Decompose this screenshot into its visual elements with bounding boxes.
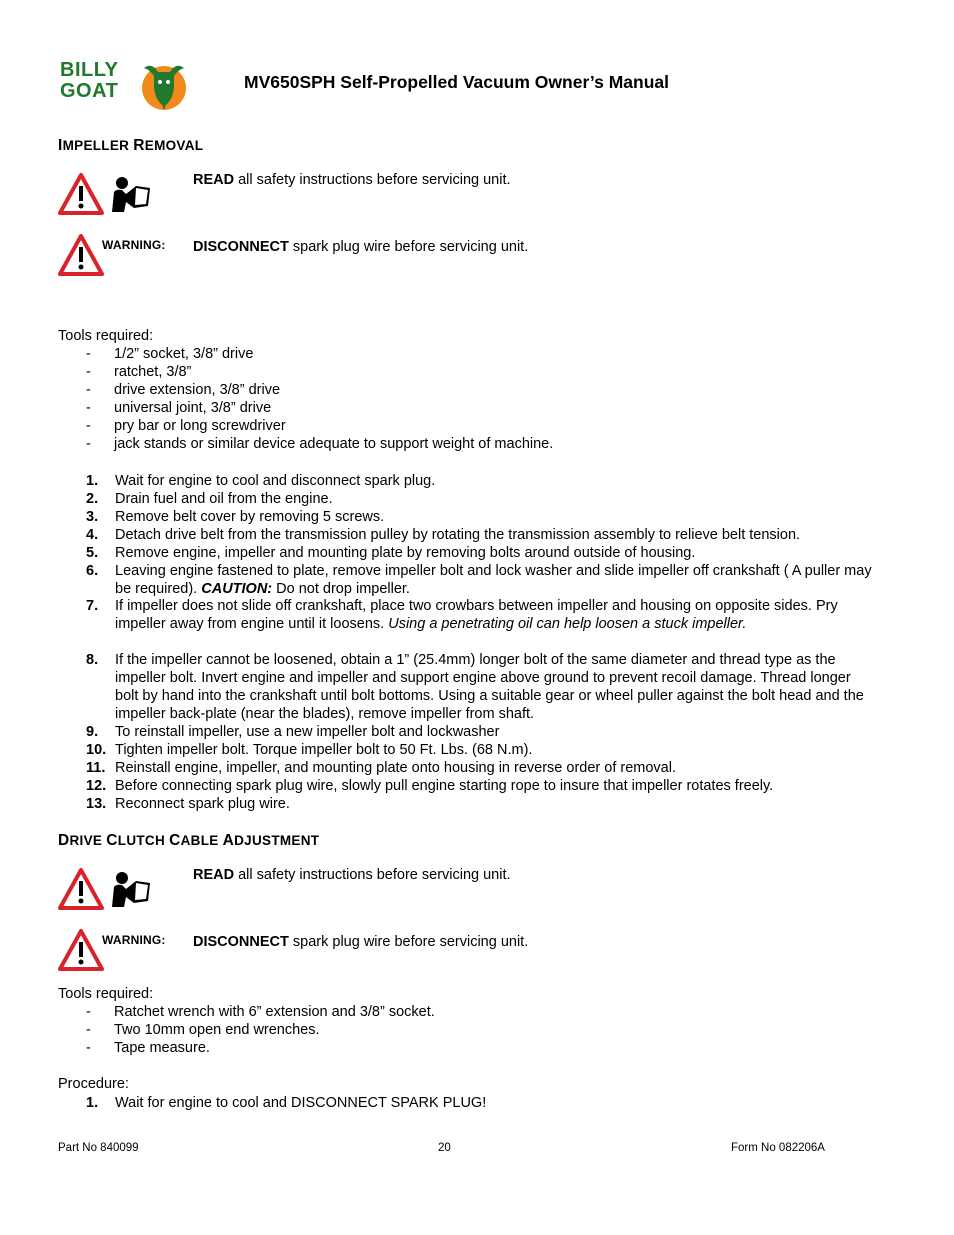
tools-required-label: Tools required: [58, 986, 154, 1002]
disconnect-notice-text: DISCONNECT spark plug wire before servicing unit. [193, 239, 529, 255]
logo-line-1: BILLY [60, 59, 119, 81]
list-item: - Tape measure. [86, 1040, 210, 1056]
warning-label: WARNING: [102, 238, 166, 252]
step-item: 12. Before connecting spark plug wire, slowly pull engine starting rope to insure that impeller rotates freely. [86, 778, 774, 794]
disconnect-warning-notice [58, 928, 898, 974]
warning-read-manual-icon [58, 867, 158, 911]
footer-part-number: Part No 840099 [58, 1142, 139, 1154]
step-item: 6. Leaving engine fastened to plate, remove impeller bolt and lock washer and slide impeller off crankshaft ( A puller may be required). CAUTION: Do not drop impeller. [86, 563, 872, 597]
step-item: 5. Remove engine, impeller and mounting plate by removing bolts around outside of housing. [86, 545, 696, 561]
step-item: 8. If the impeller cannot be loosened, obtain a 1” (25.4mm) longer bolt of the same diameter and thread type as the impeller bolt. Invert engine and impeller and support engine above ground to prevent recoil damage. Thread longer bolt by hand into the crankshaft until bolt bottoms. Using a suitable gear or wheel puller against the bolt head and the impeller back-plate (near the blades), remove impeller from shaft. [86, 652, 864, 722]
warning-read-manual-icon [58, 172, 158, 216]
list-item: - ratchet, 3/8” [86, 364, 192, 380]
list-item: - jack stands or similar device adequate to support weight of machine. [86, 436, 554, 452]
list-item: - Two 10mm open end wrenches. [86, 1022, 320, 1038]
step-item: 7. If impeller does not slide off crankshaft, place two crowbars between impeller and housing on opposite sides. Pry impeller away from engine until it loosens. Using a penetrating oil can help loosen a stuck impeller. [86, 598, 838, 632]
tools-required-label: Tools required: [58, 328, 154, 344]
read-instructions-notice [58, 172, 898, 218]
disconnect-notice-text: DISCONNECT spark plug wire before servicing unit. [193, 934, 529, 950]
logo-line-2: GOAT [60, 80, 119, 102]
procedure-label: Procedure: [58, 1076, 129, 1092]
read-notice-text: READ all safety instructions before servicing unit. [193, 172, 511, 188]
goat-head-icon [134, 58, 188, 112]
logo-wordmark [60, 60, 118, 102]
warning-triangle-icon [58, 233, 104, 277]
read-notice-text: READ all safety instructions before servicing unit. [193, 867, 511, 883]
step-item: 1. Wait for engine to cool and DISCONNECT SPARK PLUG! [86, 1095, 487, 1111]
section-heading-drive-clutch-cable-adjustment: DRIVE CLUTCH CABLE ADJUSTMENT [58, 832, 320, 849]
step-item: 4. Detach drive belt from the transmission pulley by rotating the transmission assembly to relieve belt tension. [86, 527, 801, 543]
step-item: 11. Reinstall engine, impeller, and mounting plate onto housing in reverse order of removal. [86, 760, 676, 776]
section-heading-impeller-removal: IMPELLER REMOVAL [58, 137, 204, 154]
list-item: - Ratchet wrench with 6” extension and 3/8” socket. [86, 1004, 435, 1020]
warning-label: WARNING: [102, 933, 166, 947]
step-item: 3. Remove belt cover by removing 5 screws. [86, 509, 385, 525]
read-instructions-notice [58, 867, 898, 913]
step-item: 10. Tighten impeller bolt. Torque impeller bolt to 50 Ft. Lbs. (68 N.m). [86, 742, 533, 758]
list-item: - drive extension, 3/8” drive [86, 382, 281, 398]
step-item: 9. To reinstall impeller, use a new impeller bolt and lockwasher [86, 724, 500, 740]
step-item: 13. Reconnect spark plug wire. [86, 796, 290, 812]
list-item: - pry bar or long screwdriver [86, 418, 286, 434]
document-title: MV650SPH Self-Propelled Vacuum Owner’s Manual [244, 72, 669, 92]
warning-triangle-icon [58, 928, 104, 972]
disconnect-warning-notice [58, 233, 898, 279]
step-item: 1. Wait for engine to cool and disconnect spark plug. [86, 473, 436, 489]
footer-form-number: Form No 082206A [731, 1142, 825, 1154]
list-item: - 1/2” socket, 3/8” drive [86, 346, 254, 362]
footer-page-number: 20 [438, 1142, 451, 1154]
step-item: 2. Drain fuel and oil from the engine. [86, 491, 333, 507]
list-item: - universal joint, 3/8” drive [86, 400, 272, 416]
billy-goat-logo [60, 58, 188, 114]
